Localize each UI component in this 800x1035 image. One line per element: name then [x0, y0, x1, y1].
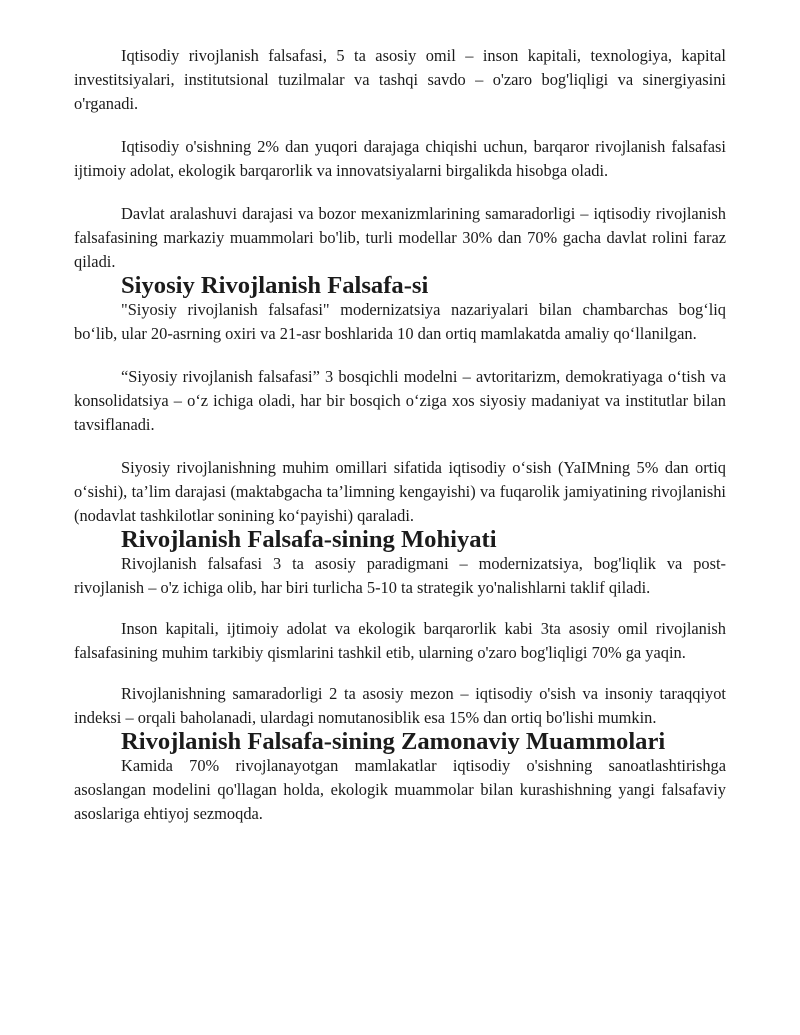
paragraph-effectiveness: Rivojlanishning samaradorligi 2 ta asosiy mezon – iqtisodiy o'sish va insoniy taraqqiyot indeksi – orqali baholanadi, ulardagi nomutanosiblik esa 15% dan ortiq bo'lishi mumkin.	[74, 684, 726, 727]
paragraph-sustainable-growth: Iqtisodiy o'sishning 2% dan yuqori darajaga chiqishi uchun, barqaror rivojlanish falsafasi ijtimoiy adolat, ekologik barqarorlik va innovatsiyalarni birgalikda hisobga oladi.	[74, 137, 726, 180]
heading-development-essence: Rivojlanish Falsafa-sining Mohiyati	[121, 526, 497, 553]
paragraph-paradigms: Rivojlanish falsafasi 3 ta asosiy paradigmani – modernizatsiya, bog'liqlik va post-rivojlanish – o'z ichiga olib, har biri turlicha 5-10 ta strategik yo'nalishlarni taklif qiladi.	[74, 554, 726, 597]
paragraph-economic-factors: Iqtisodiy rivojlanish falsafasi, 5 ta asosiy omil – inson kapitali, texnologiya, kapital investitsiyalari, institutsional tuzilmalar va tashqi savdo – o'zaro bog'liqligi va sinergiyasini o'rganadi.	[74, 46, 726, 113]
heading-modern-problems: Rivojlanish Falsafa-sining Zamonaviy Muammolari	[121, 728, 666, 755]
paragraph-political-modernization: "Siyosiy rivojlanish falsafasi" modernizatsiya nazariyalari bilan chambarchas bog‘liq bo‘lib, ular 20-asrning oxiri va 21-asr boshlarida 10 dan ortiq mamlakatda amaliy qo‘llanilgan.	[74, 300, 726, 343]
paragraph-components: Inson kapitali, ijtimoiy adolat va ekologik barqarorlik kabi 3ta asosiy omil rivojlanish falsafasining muhim tarkibiy qismlarini tashkil etib, ularning o'zaro bog'liqligi 70% ga yaqin.	[74, 619, 726, 662]
paragraph-industrialization: Kamida 70% rivojlanayotgan mamlakatlar iqtisodiy o'sishning sanoatlashtirishga asoslangan modelini qo'llagan holda, ekologik muammolar bilan kurashishning yangi falsafaviy asoslariga ehtiyoj sezmoqda.	[74, 756, 726, 823]
heading-political-development: Siyosiy Rivojlanish Falsafa-si	[121, 272, 429, 299]
document-page	[74, 44, 726, 826]
paragraph-political-factors: Siyosiy rivojlanishning muhim omillari sifatida iqtisodiy o‘sish (YaIMning 5% dan ortiq o‘sishi), ta’lim darajasi (maktabgacha ta’limning kengayishi) va fuqarolik jamiyatining rivojlanishi (nodavlat tashkilotlar sonining ko‘payishi) qaraladi.	[74, 458, 726, 525]
paragraph-state-intervention: Davlat aralashuvi darajasi va bozor mexanizmlarining samaradorligi – iqtisodiy rivojlanish falsafasining markaziy muammolari bo'lib, turli modellar 30% dan 70% gacha davlat rolini faraz qiladi.	[74, 204, 726, 271]
paragraph-three-stage-model: “Siyosiy rivojlanish falsafasi” 3 bosqichli modelni – avtoritarizm, demokratiyaga o‘tish va konsolidatsiya – o‘z ichiga oladi, har bir bosqich o‘ziga xos siyosiy madaniyat va institutlar bilan tavsiflanadi.	[74, 367, 726, 434]
